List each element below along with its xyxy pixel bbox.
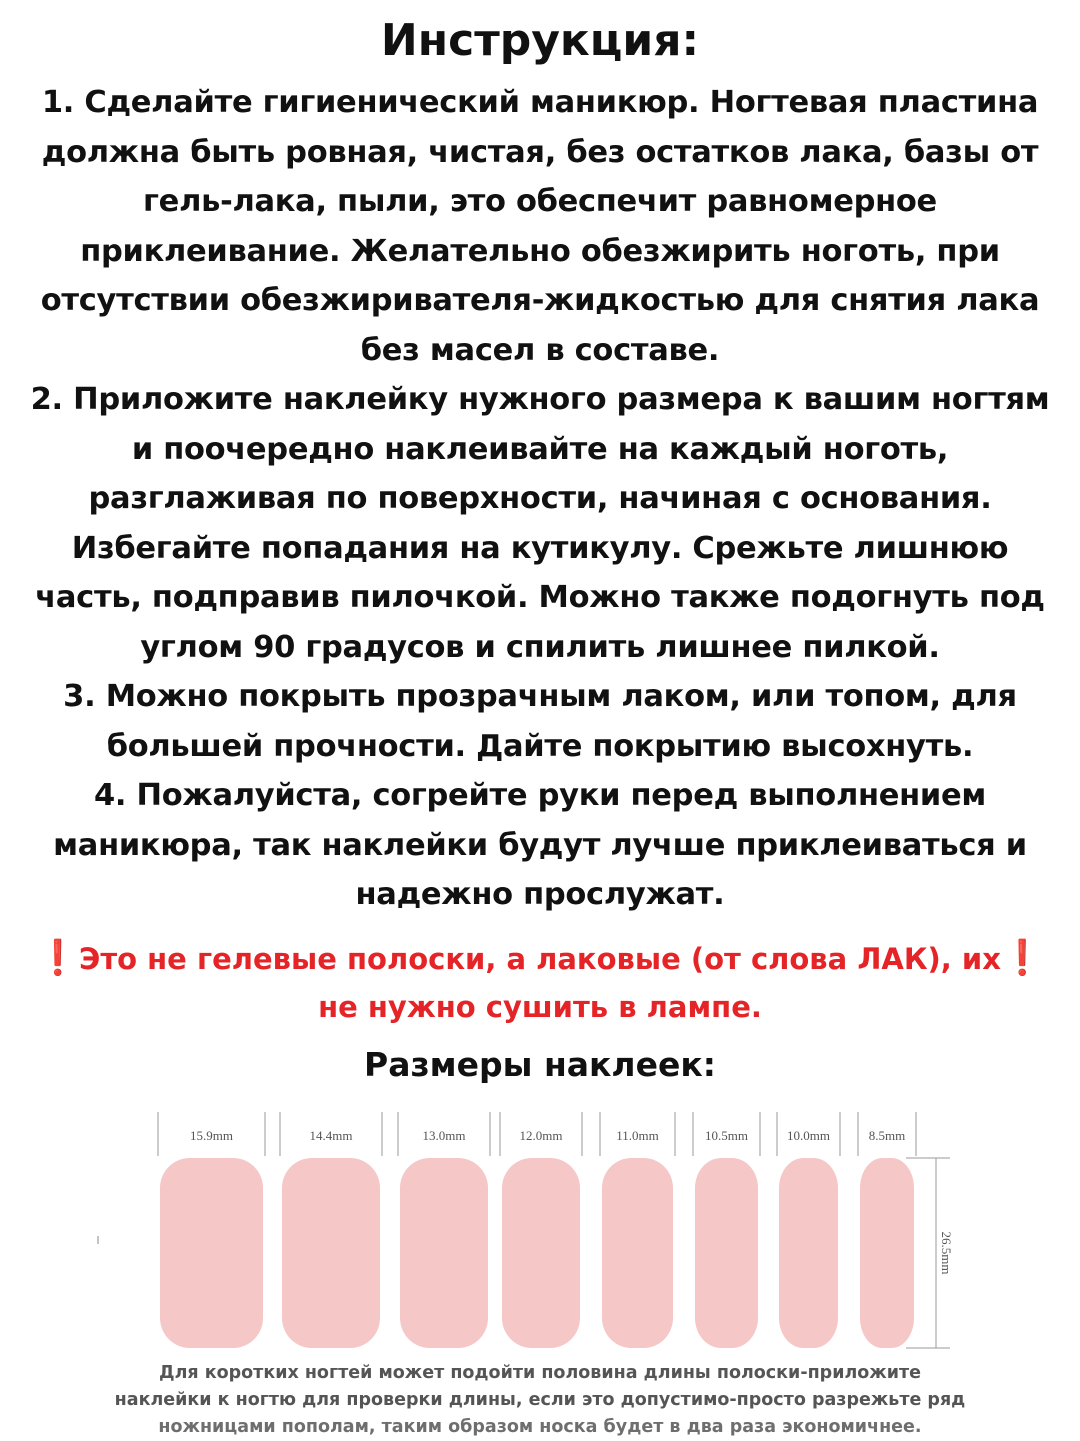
strip-width-label: 11.0mm [616,1128,659,1143]
warning-line-2: не нужно сушить в лампе. [318,990,762,1024]
step-line: надежно прослужат. [355,877,725,912]
exclamation-icon: ❗ [36,938,80,978]
short-nails-note [0,1360,1080,1441]
warning-text-1: Это не гелевые полоски, а лаковые (от слова ЛАК), их [79,942,1001,976]
strip-width-label: 8.5mm [868,1128,906,1143]
instruction-steps [0,78,1080,920]
nail-strip [695,1158,758,1348]
sizes-title: Размеры наклеек: [364,1045,716,1084]
instruction-title: Инструкция: [380,15,700,66]
nail-strip [400,1158,488,1348]
step-line: приклеивание. Желательно обезжирить ноготь, при [80,233,1000,269]
strip-sizes-diagram [90,1106,990,1374]
nail-strip [860,1158,914,1348]
step-line: маникюра, так наклейки будут лучше приклеиваться и [53,827,1027,863]
nail-strip [779,1158,838,1348]
strip-width-label: 14.4mm [309,1128,353,1143]
step-line: отсутствии обезжиривателя-жидкостью для снятия лака [40,283,1040,318]
step-line: гель-лака, пыли, это обеспечит равномерное [143,184,937,219]
strip-width-label: 15.9mm [190,1128,233,1143]
step-2 [0,375,1080,672]
warning-line-1 [0,934,1080,983]
step-1 [0,78,1080,375]
step-line: 1. Сделайте гигиенический маникюр. Ногтевая пластина [41,85,1039,120]
step-line: должна быть ровная, чистая, без остатков лака, базы от [41,134,1039,170]
step-line: большей прочности. Дайте покрытию высохнуть. [106,728,974,764]
step-line: часть, подправив пилочкой. Можно также подогнуть под [35,580,1045,615]
strip-width-label: 13.0mm [422,1128,466,1143]
warning-notice [0,934,1080,1031]
exclamation-icon: ❗ [1000,938,1044,978]
step-4 [0,771,1080,920]
step-line: без масел в составе. [360,332,720,368]
strip-width-label: 10.0mm [787,1128,830,1143]
nail-strip [160,1158,263,1348]
step-line: 2. Приложите наклейку нужного размера к вашим ногтям [30,382,1050,417]
strip-sizes-figure [90,1106,990,1374]
note-line: наклейки к ногтю для проверки длины, если это допустимо-просто разрежьте ряд [114,1390,966,1410]
step-line: и поочередно наклеивайте на каждый ноготь, [131,431,949,467]
nail-strip [602,1158,673,1348]
step-line: разглаживая по поверхности, начиная с основания. [88,481,992,516]
nail-strip [282,1158,380,1348]
strip-width-label: 12.0mm [519,1128,563,1143]
step-line: Избегайте попадания на кутикулу. Срежьте лишнюю [71,530,1009,566]
note-line: Для коротких ногтей может подойти половина длины полоски-приложите [159,1363,921,1383]
step-line: углом 90 градусов и спилить лишнее пилкой. [140,629,940,665]
strip-height-label: 26.5mm [939,1231,954,1275]
strip-width-label: 10.5mm [705,1128,748,1143]
nail-strip [502,1158,580,1348]
note-line: ножницами пополам, таким образом носка будет в два раза экономичнее. [158,1417,922,1437]
step-3 [0,672,1080,771]
step-line: 4. Пожалуйста, согрейте руки перед выполнением [93,778,986,813]
step-line: 3. Можно покрыть прозрачным лаком, или топом, для [63,679,1017,714]
